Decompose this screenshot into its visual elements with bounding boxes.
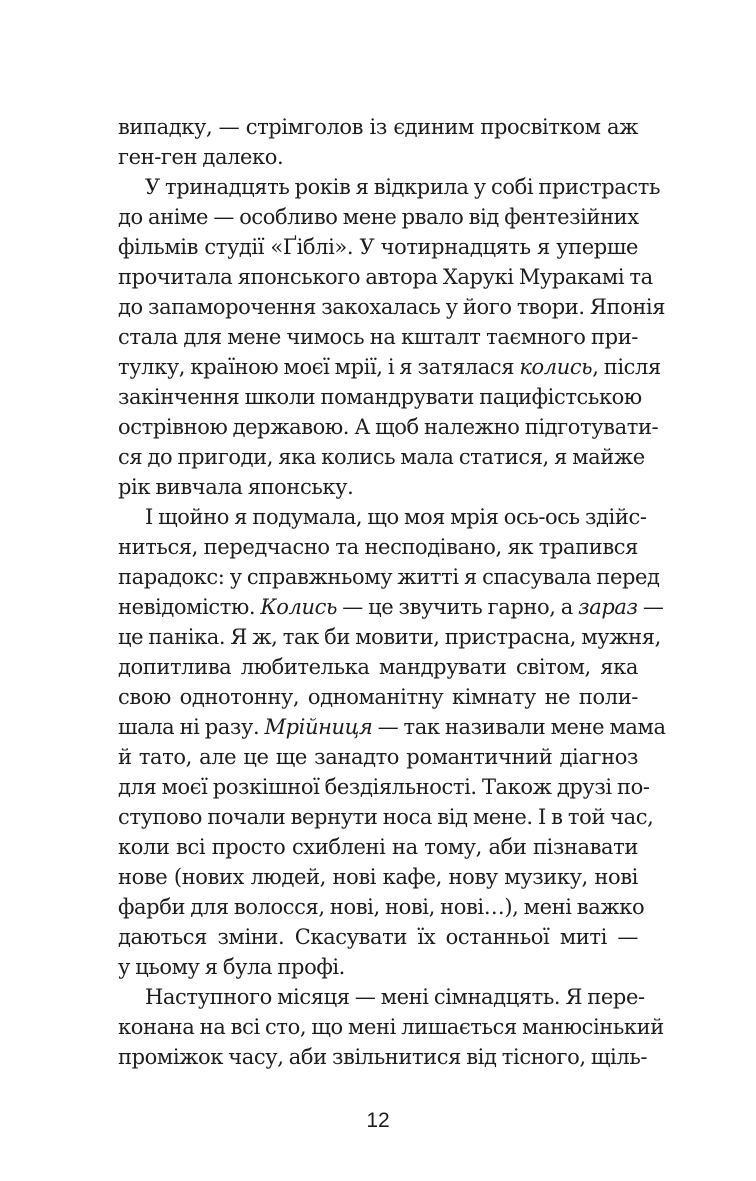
italic-emphasis: Мрійниця [264, 715, 373, 739]
text-line: до запаморочення закохалась у його твори. Японія [118, 295, 666, 319]
text-line: стала для мене чимось на кшталт таємного при- [118, 325, 638, 349]
text-line: допитлива любителька мандрувати світом, яка [118, 655, 638, 679]
italic-emphasis: Колись [260, 595, 337, 619]
text-line: рік вивчала японську. [118, 475, 354, 499]
text-line: фільмів студії «Ґіблі». У чотирнадцять я уперше [118, 235, 638, 259]
text-line: тулку, країною моєї мрії, і я затялася колись, після [118, 355, 661, 379]
body-text [118, 112, 666, 1072]
text-line: свою однотонну, одноманітну кімнату не поли- [118, 685, 638, 709]
text-line: проміжок часу, аби звільнитися від тісного, щіль- [118, 1045, 648, 1069]
italic-emphasis: зараз [578, 595, 638, 619]
text-line: І щойно я подумала, що моя мрія ось-ось здійс- [145, 505, 647, 529]
text-line: ся до пригоди, яка колись мала статися, я майже [118, 445, 645, 469]
text-line: до аніме — особливо мене рвало від фентезійних [118, 205, 639, 229]
text-line: ступово почали вернути носа від мене. І в той час, [118, 805, 654, 829]
text-line: й тато, але це ще занадто романтичний діагноз [118, 745, 638, 769]
text-line: прочитала японського автора Харукі Муракамі та [118, 265, 653, 289]
text-line: випадку, — стрімголов із єдиним просвітком аж [118, 115, 638, 139]
text-line: фарби для волосся, нові, нові, нові…), мені важко [118, 895, 645, 919]
paragraph-1 [118, 112, 638, 172]
text-line: у цьому я була профі. [118, 955, 345, 979]
text-line: закінчення школи помандрувати пацифістською [118, 385, 642, 409]
page-number: 12 [366, 1109, 390, 1132]
text-line: для моєї розкішної бездіяльності. Також друзі по- [118, 775, 650, 799]
italic-emphasis: колись [519, 355, 593, 379]
text-line: ген-ген далеко. [118, 145, 284, 169]
text-line: ниться, передчасно та несподівано, як трапився [118, 535, 638, 559]
text-line: даються зміни. Скасувати їх останньої миті — [118, 925, 638, 949]
text-line: У тринадцять років я відкрила у собі пристрасть [145, 175, 661, 199]
text-line: нове (нових людей, нові кафе, нову музику, нові [118, 865, 638, 889]
text-line: конана на всі сто, що мені лишається манюсінький [118, 1015, 664, 1039]
text-line: коли всі просто схиблені на тому, аби пізнавати [118, 835, 638, 859]
text-line: парадокс: у справжньому житті я спасувала перед [118, 565, 660, 589]
text-line: невідомістю. Колись — це звучить гарно, а зараз — [118, 595, 664, 619]
text-line: Наступного місяця — мені сімнадцять. Я пере- [145, 985, 645, 1009]
paragraph-3 [118, 502, 666, 982]
text-line: це паніка. Я ж, так би мовити, пристрасна, мужня, [118, 625, 661, 649]
text-line: шала ні разу. Мрійниця — так називали мене мама [118, 715, 666, 739]
paragraph-2 [118, 172, 666, 502]
text-line: острівною державою. А щоб належно підготувати- [118, 415, 659, 439]
paragraph-4 [118, 982, 664, 1072]
